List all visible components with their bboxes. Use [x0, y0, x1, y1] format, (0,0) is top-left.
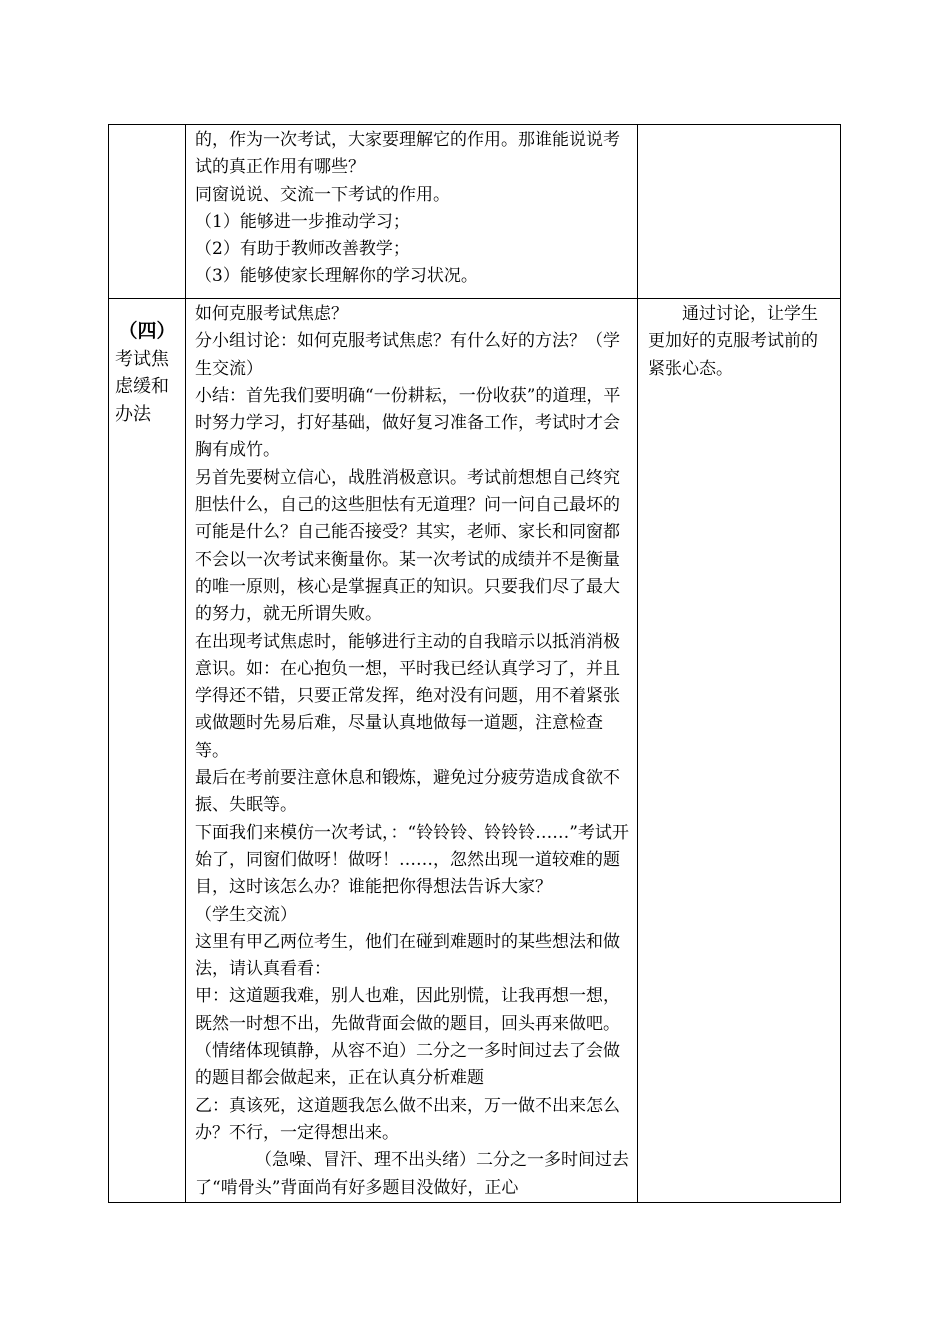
lesson-plan-table [108, 124, 841, 1203]
content-paragraph: （2）有助于教师改善教学； [195, 239, 410, 260]
table-row [109, 125, 841, 299]
content-paragraph: 同窗说说、交流一下考试的作用。 [195, 184, 450, 205]
content-cell [186, 299, 638, 1203]
content-paragraph: 乙：真该死，这道题我怎么做不出来，万一做不出来怎么办？不行，一定得想出来。 [195, 1095, 620, 1143]
section-number: （四） [118, 320, 176, 342]
content-paragraph: （3）能够使家长理解你的学习状况。 [195, 266, 478, 287]
content-paragraph: 小结：首先我们要明确“一份耕耘，一份收获”的道理，平时努力学习，打好基础，做好复习准备工作，考试时才会胸有成竹。 [195, 385, 621, 461]
content-paragraph: 这里有甲乙两位考生，他们在碰到难题时的某些想法和做法，请认真看看： [195, 931, 620, 980]
design-note-cell [638, 299, 841, 1203]
section-label-cell [109, 299, 186, 1203]
content-paragraph: 下面我们来模仿一次考试，：“铃铃铃、铃铃铃……”考试开始了，同窗们做呀！做呀！……，忽然出现一道较难的题目，这时该怎么办？谁能把你得想法告诉大家？ [195, 822, 629, 898]
section-title: 考试焦虑缓和办法 [115, 348, 169, 425]
content-paragraph: 另首先要树立信心，战胜消极意识。考试前想想自己终究胆怯什么，自己的这些胆怯有无道理？问一问自己最坏的可能是什么？自己能否接受？其实，老师、家长和同窗都不会以一次考试来衡量你。某一次考试的成绩并不是衡量的唯一原则，核心是掌握真正的知识。只要我们尽了最大的努力，就无所谓失败。 [195, 467, 620, 625]
content-cell [186, 125, 638, 299]
table-row [109, 299, 841, 1203]
content-paragraph: 的，作为一次考试，大家要理解它的作用。那谁能说说考试的真正作用有哪些？ [195, 130, 620, 178]
content-paragraph: 在出现考试焦虑时，能够进行主动的自我暗示以抵消消极意识。如：在心抱负一想，平时我已经认真学习了，并且学得还不错，只要正常发挥，绝对没有问题，用不着紧张或做题时先易后难，尽量认真地做每一道题，注意检查等。 [195, 631, 620, 761]
content-paragraph: （急噪、冒汗、理不出头绪）二分之一多时间过去了“啃骨头”背面尚有好多题目没做好，正心 [195, 1150, 629, 1198]
content-paragraph: 分小组讨论：如何克服考试焦虑？有什么好的方法？（学生交流） [195, 331, 620, 379]
content-paragraph: 甲：这道题我难，别人也难，因此别慌，让我再想一想，既然一时想不出，先做背面会做的题目，回头再来做吧。（情绪体现镇静，从容不迫）二分之一多时间过去了会做的题目都会做起来，正在认真分析难题 [195, 986, 620, 1089]
design-note-cell [638, 125, 841, 299]
content-paragraph: 如何克服考试焦虑？ [195, 304, 348, 324]
design-note-text: 通过讨论，让学生更加好的克服考试前的紧张心态。 [648, 304, 818, 379]
section-label-cell [109, 125, 186, 299]
content-paragraph: （学生交流） [195, 904, 297, 925]
content-paragraph: （1）能够进一步推动学习； [195, 211, 410, 232]
content-paragraph: 最后在考前要注意休息和锻炼，避免过分疲劳造成食欲不振、失眠等。 [195, 768, 620, 816]
